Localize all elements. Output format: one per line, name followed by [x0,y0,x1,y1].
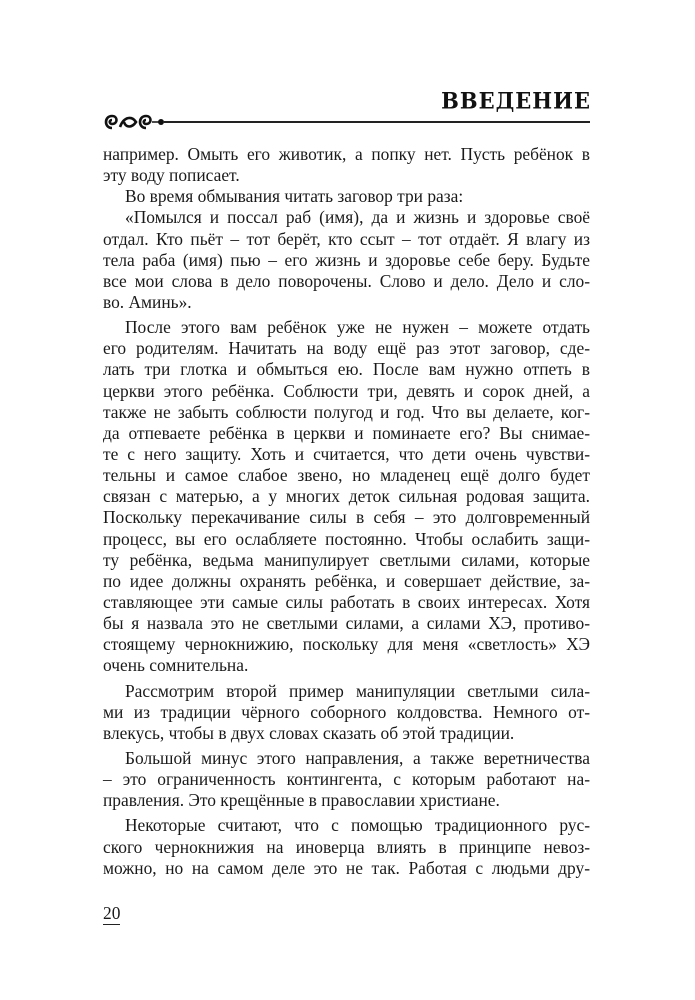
text-line: «Помылся и поссал раб (имя), да и жизнь и здоровье своё [125,207,590,228]
text-line: связан с матерью, а у многих деток сильная родовая защита. [103,486,590,507]
text-line: эту воду пописает. [103,165,240,186]
text-line: ского чернокнижия на иноверца влиять в принципе невоз- [103,836,590,857]
text-line: во. Аминь». [103,291,192,312]
page-number: 20 [103,903,121,923]
text-line: тела раба (имя) пью – его жизнь и здоровье себе беру. Будьте [103,249,590,270]
text-line: Во время обмывания читать заговор три раза: [125,186,464,207]
header-rule [164,121,590,123]
text-line: ставляющее эти самые силы работать в своих интересах. Хотя [103,591,590,612]
text-line: его родителям. Начитать на воду ещё раз этот заговор, сде- [103,338,590,359]
text-line: церкви этого ребёнка. Соблюсти три, девять и сорок дней, а [103,380,590,401]
text-line: отдал. Кто пьёт – тот берёт, кто ссыт – тот отдаёт. Я влагу из [103,228,590,249]
text-line: влекусь, чтобы в двух словах сказать об этой традиции. [103,722,515,743]
text-line: бы я назвала это не светлыми силами, а силами ХЭ, противо- [103,613,590,634]
text-line: также не забыть соблюсти полугод и год. Что вы делаете, ког- [103,401,590,422]
text-line: очень сомнительна. [103,655,249,676]
text-line: можно, но на самом деле это не так. Работая с людьми дру- [103,857,590,878]
text-line: стоящему чернокнижию, поскольку для меня «светлость» ХЭ [103,634,590,655]
text-line: ми из традиции чёрного соборного колдовства. Немного от- [103,701,590,722]
text-line: Большой минус этого направления, а также веретничества [125,747,590,768]
text-line: например. Омыть его животик, а попку нет. Пусть ребёнок в [103,144,590,164]
text-line: ту ребёнка, ведьма манипулирует светлыми силами, которые [103,549,590,570]
text-line: Некоторые считают, что с помощью традиционного рус- [125,815,590,836]
text-line: тельны и самое слабое звено, но младенец ещё долго будет [103,465,590,486]
text-line: лать три глотка и обмыться ею. После вам нужно отпеть в [103,359,590,380]
running-header-title: ВВЕДЕНИЕ [441,87,591,114]
text-line: – это ограниченность контингента, с которым работают на- [103,769,590,790]
text-line: Поскольку перекачивание силы в себя – это долговременный [103,507,590,528]
text-line: по идее должны охранять ребёнка, и совершает действие, за- [103,570,590,591]
text-line: Рассмотрим второй пример манипуляции светлыми сила- [125,680,590,701]
ornament-flourish-icon [102,112,166,132]
body-text [103,144,590,879]
text-line: После этого вам ребёнок уже не нужен – можете отдать [125,317,590,338]
text-line: процесс, вы его ослабляете постоянно. Чтобы ослабить защи- [103,528,590,549]
text-line: да отпеваете ребёнка в церкви и поминаете его? Вы снимае- [103,422,590,443]
text-line: все мои слова в дело поворочены. Слово и дело. Дело и сло- [103,270,590,291]
text-line: правления. Это крещённые в православии христиане. [103,790,500,811]
text-line: те с него защиту. Хоть и считается, что дети очень чувстви- [103,443,590,464]
